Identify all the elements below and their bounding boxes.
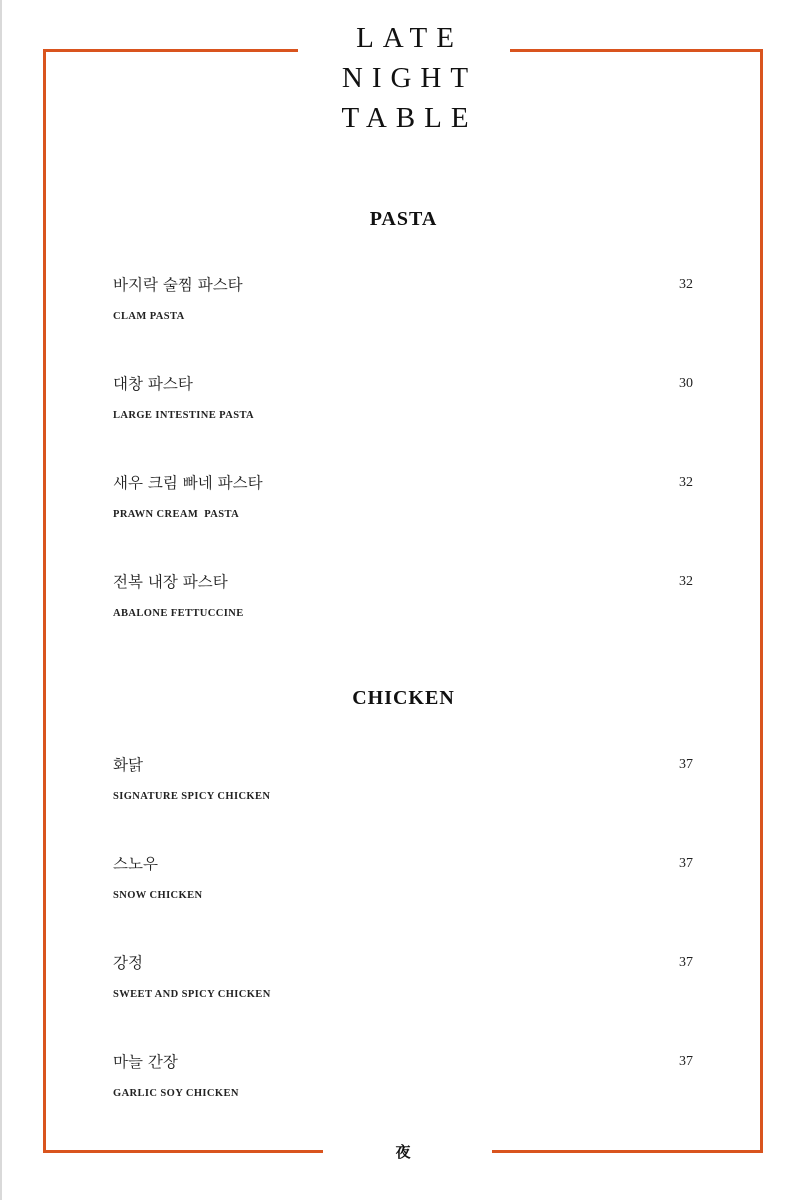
menu-item xyxy=(113,951,703,1011)
menu-title xyxy=(300,18,510,138)
item-korean-name: 화닭 xyxy=(113,756,143,774)
menu-item xyxy=(113,570,703,630)
item-korean-name: 마늘 간장 xyxy=(113,1053,178,1071)
menu-item xyxy=(113,753,703,813)
item-price: 37 xyxy=(679,1054,693,1069)
frame-top-right xyxy=(510,49,763,52)
item-korean-name: 강정 xyxy=(113,954,143,972)
item-price: 32 xyxy=(679,475,693,490)
item-english-name: SWEET AND SPICY CHICKEN xyxy=(113,989,271,1000)
menu-item xyxy=(113,852,703,912)
item-price: 30 xyxy=(679,376,693,391)
item-korean-name: 대창 파스타 xyxy=(113,375,193,393)
item-price: 37 xyxy=(679,856,693,871)
item-price: 32 xyxy=(679,277,693,292)
item-price: 37 xyxy=(679,955,693,970)
item-english-name: SNOW CHICKEN xyxy=(113,890,203,901)
item-price: 32 xyxy=(679,574,693,589)
title-line-2: NIGHT xyxy=(341,62,478,94)
item-korean-name: 전복 내장 파스타 xyxy=(113,573,228,591)
frame-bottom-left xyxy=(43,1150,323,1153)
menu-item xyxy=(113,273,703,333)
menu-item xyxy=(113,471,703,531)
footer-night-mark: 夜 xyxy=(395,1143,411,1161)
page-edge xyxy=(0,0,2,1200)
item-korean-name: 스노우 xyxy=(113,855,158,873)
item-english-name: LARGE INTESTINE PASTA xyxy=(113,410,255,421)
section-title-chicken: CHICKEN xyxy=(352,687,455,709)
item-english-name: GARLIC SOY CHICKEN xyxy=(113,1088,239,1099)
frame-top-left xyxy=(43,49,298,52)
menu-item xyxy=(113,1050,703,1110)
title-line-3: TABLE xyxy=(341,102,478,134)
menu-item xyxy=(113,372,703,432)
item-english-name: ABALONE FETTUCCINE xyxy=(113,608,244,619)
section-title-pasta: PASTA xyxy=(369,208,438,230)
item-english-name: PRAWN CREAM PASTA xyxy=(113,509,240,520)
item-english-name: SIGNATURE SPICY CHICKEN xyxy=(113,791,271,802)
title-line-1: LATE xyxy=(356,22,463,54)
item-english-name: CLAM PASTA xyxy=(113,311,185,322)
frame-bottom-right xyxy=(492,1150,763,1153)
item-price: 37 xyxy=(679,757,693,772)
item-korean-name: 바지락 술찜 파스타 xyxy=(113,276,243,294)
item-korean-name: 새우 크림 빠네 파스타 xyxy=(113,474,263,492)
